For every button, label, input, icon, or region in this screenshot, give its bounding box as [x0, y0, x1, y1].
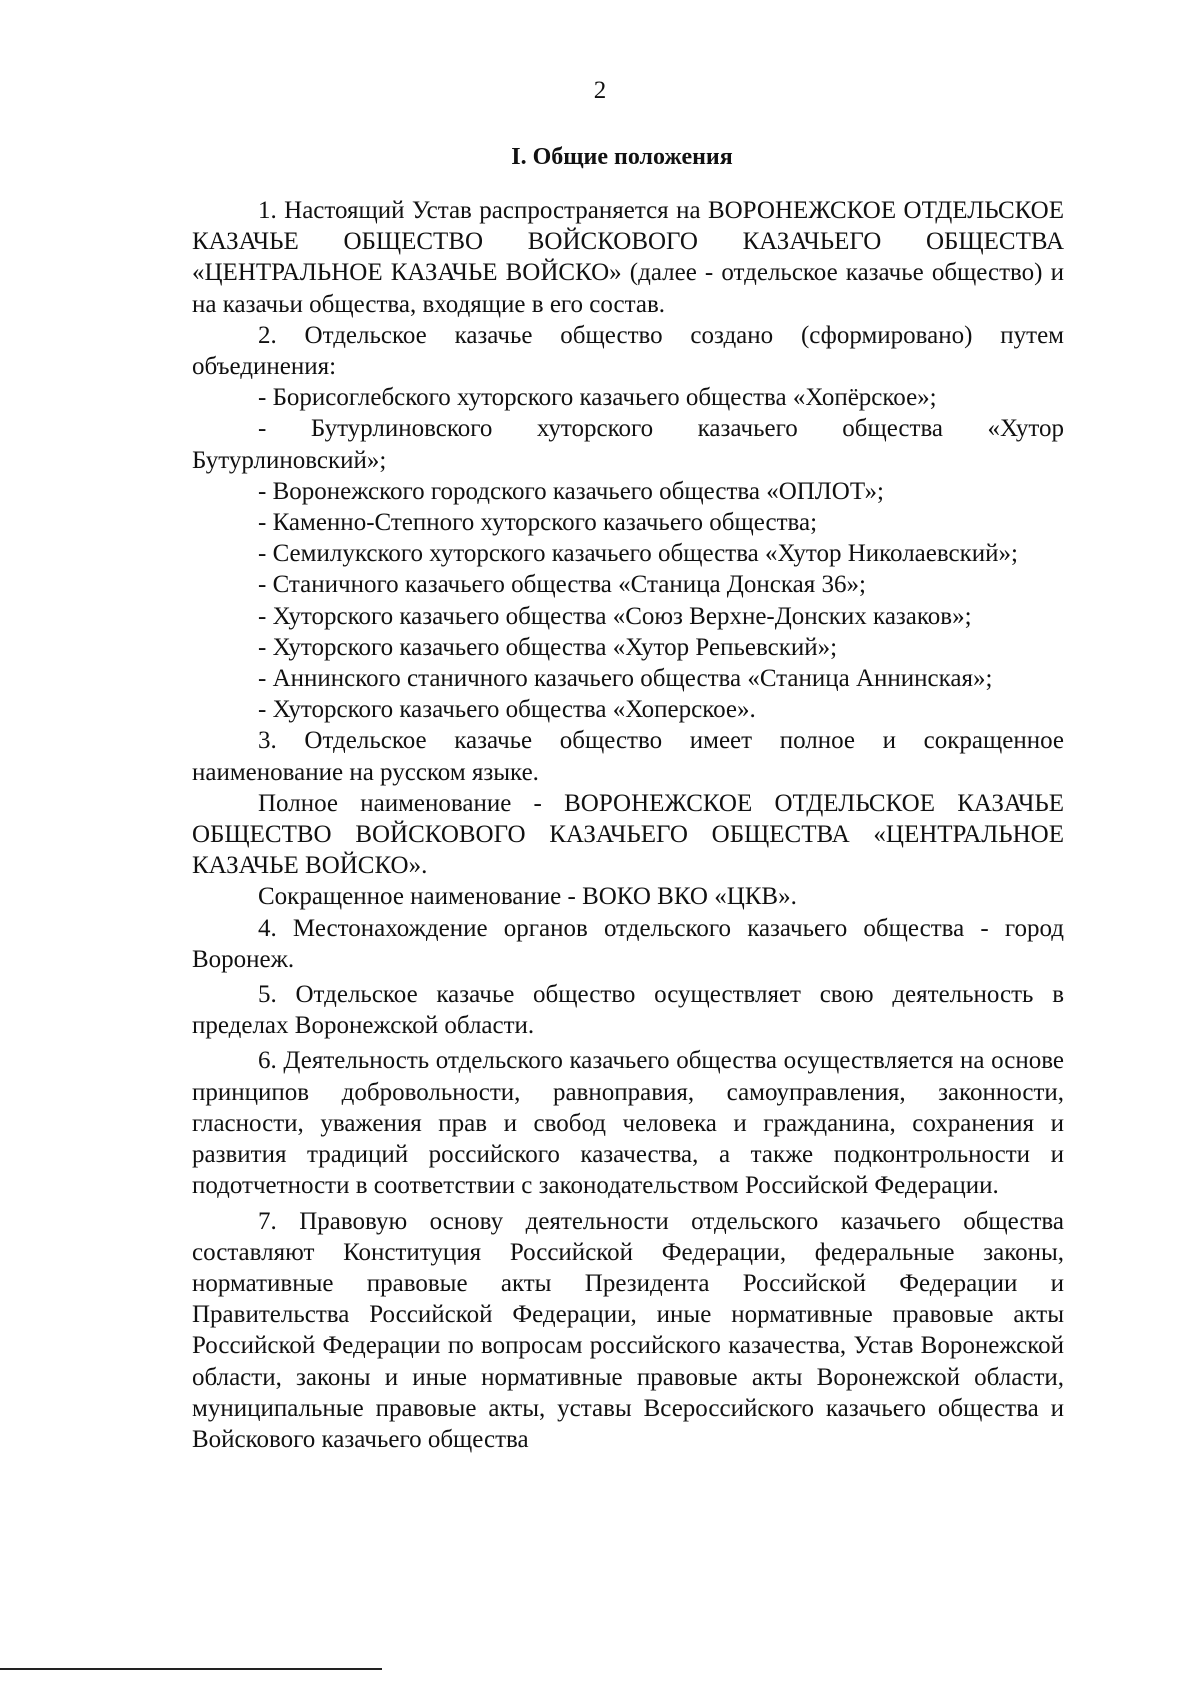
paragraph-4: 4. Местонахождение органов отдельского казачьего общества - город Воронеж.	[192, 914, 1064, 973]
footer-rule	[0, 1668, 382, 1670]
page-number: 2	[593, 77, 607, 104]
list-item: - Каменно-Степного хуторского казачьего общества;	[258, 509, 818, 537]
paragraph-1: 1. Настоящий Устав распространяется на ВОРОНЕЖСКОЕ ОТДЕЛЬСКОЕ КАЗАЧЬЕ ОБЩЕСТВО ВОЙСКОВОГО КАЗАЧЬЕГО ОБЩЕСТВА «ЦЕНТРАЛЬНОЕ КАЗАЧЬЕ ВОЙСКО» (далее - отдельское казачье общество) и на казачьи общества, входящие в его состав.	[192, 197, 1064, 318]
list-item: - Воронежского городского казачьего общества «ОПЛОТ»;	[258, 477, 884, 505]
list-item: - Хуторского казачьего общества «Хоперское».	[258, 696, 756, 724]
list-item: - Семилукского хуторского казачьего общества «Хутор Николаевский»;	[258, 540, 1018, 568]
paragraph-2: 2. Отдельское казачье общество создано (сформировано) путем объединения:	[192, 321, 1064, 381]
paragraph-6: 6. Деятельность отдельского казачьего общества осуществляется на основе принципов добровольности, равноправия, самоуправления, законности, гласности, уважения прав и свобод человека и гражданина, сохранения и развития традиций российского казачества, а также подконтрольности и подотчетности в соответствии с законодательством Российской Федерации.	[192, 1047, 1064, 1200]
short-name-paragraph: Сокращенное наименование - ВОКО ВКО «ЦКВ».	[258, 883, 797, 911]
full-name-paragraph: Полное наименование - ВОРОНЕЖСКОЕ ОТДЕЛЬСКОЕ КАЗАЧЬЕ ОБЩЕСТВО ВОЙСКОВОГО КАЗАЧЬЕГО ОБЩЕСТВА «ЦЕНТРАЛЬНОЕ КАЗАЧЬЕ ВОЙСКО».	[192, 789, 1064, 880]
list-item: - Хуторского казачьего общества «Хутор Репьевский»;	[258, 633, 838, 661]
list-item: - Аннинского станичного казачьего общества «Станица Аннинская»;	[258, 665, 993, 693]
section-title: I. Общие положения	[511, 144, 733, 170]
list-item: - Бутурлиновского хуторского казачьего общества «Хутор Бутурлиновский»;	[192, 415, 1064, 474]
document-body	[192, 195, 1064, 1455]
list-item: - Хуторского казачьего общества «Союз Верхне-Донских казаков»;	[258, 602, 972, 630]
list-item: - Борисоглебского хуторского казачьего общества «Хопёрское»;	[258, 384, 937, 412]
paragraph-7: 7. Правовую основу деятельности отдельского казачьего общества составляют Конституция Российской Федерации, федеральные законы, нормативные правовые акты Президента Российской Федерации и Правительства Российской Федерации, иные нормативные правовые акты Российской Федерации по вопросам российского казачества, Устав Воронежской области, законы и иные нормативные правовые акты Воронежской области, муниципальные правовые акты, уставы Всероссийского казачьего общества и Войскового казачьего общества	[192, 1207, 1064, 1453]
paragraph-5: 5. Отдельское казачье общество осуществляет свою деятельность в пределах Воронежской области.	[192, 981, 1064, 1040]
list-item: - Станичного казачьего общества «Станица Донская 36»;	[258, 571, 866, 599]
paragraph-3: 3. Отдельское казачье общество имеет полное и сокращенное наименование на русском языке.	[192, 727, 1064, 786]
